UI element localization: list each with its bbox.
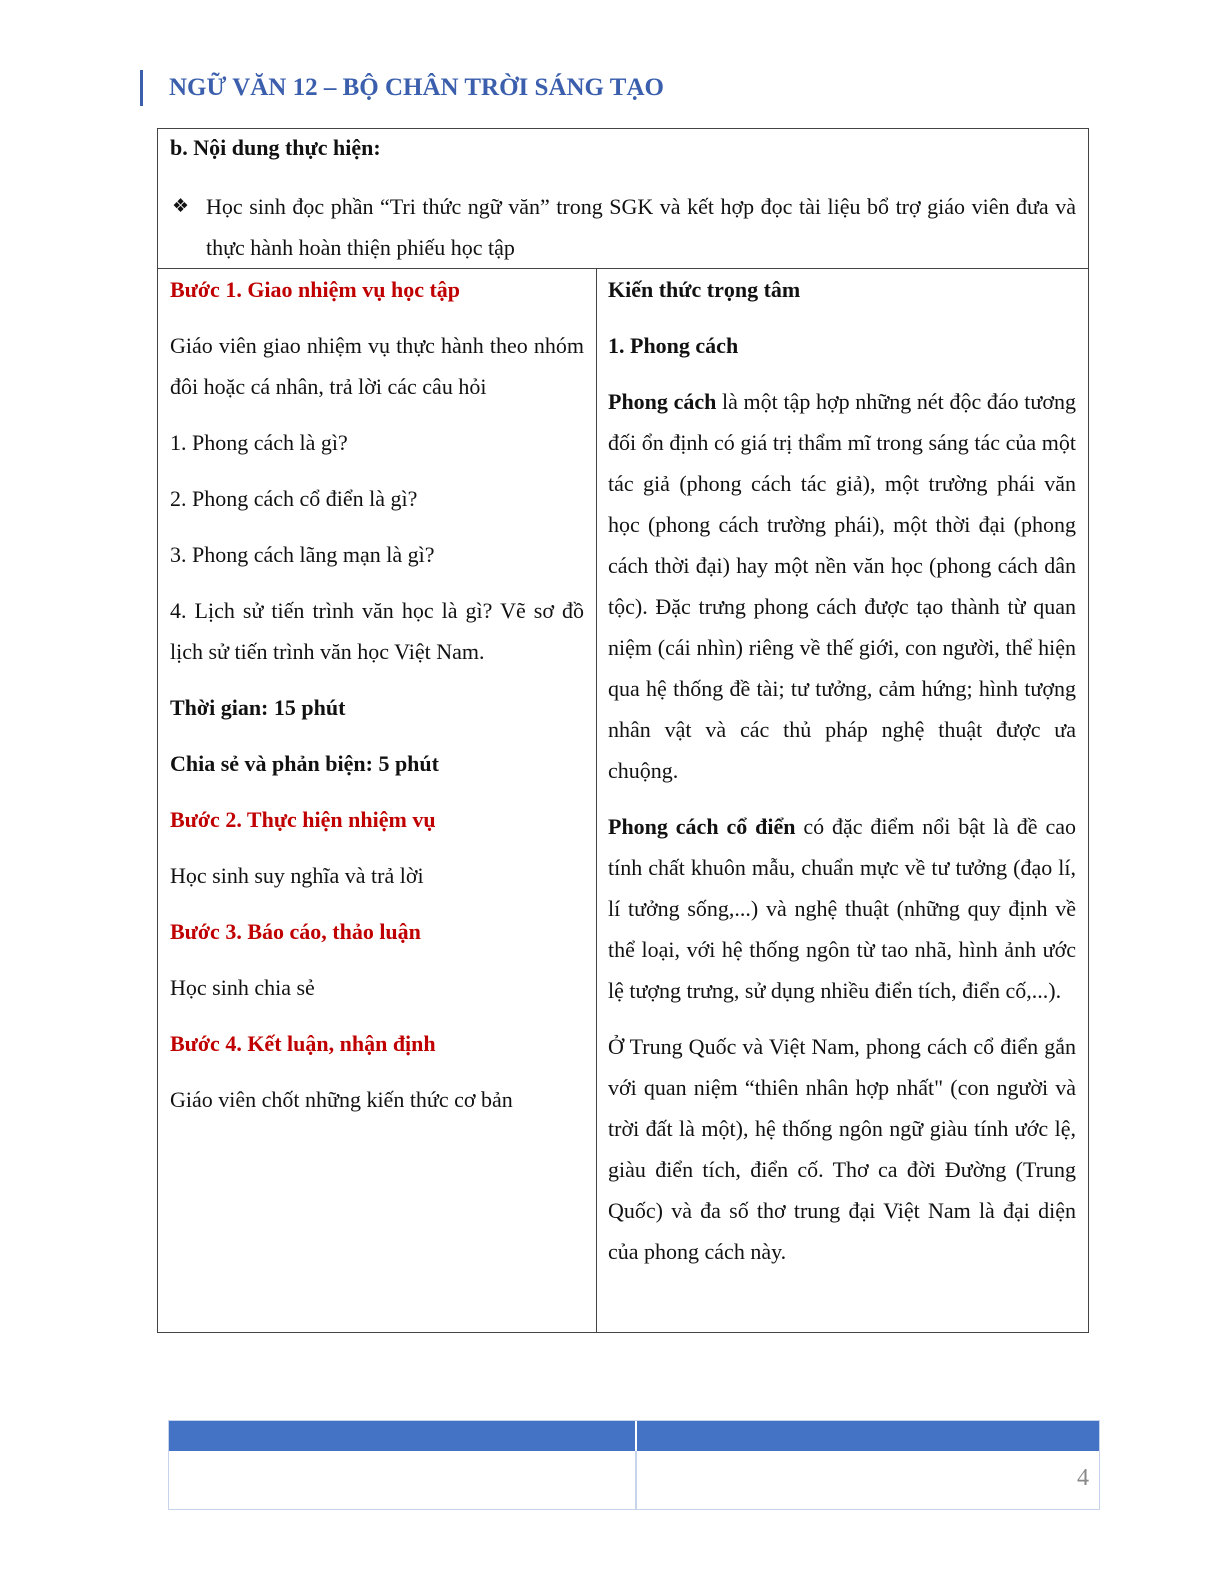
footer-table: [168, 1420, 1100, 1510]
page-number: 4: [1077, 1465, 1089, 1491]
paragraph-classical-text: có đặc điểm nổi bật là đề cao tính chất khuôn mẫu, chuẩn mực về tư tưởng (đạo lí, lí tưởng sống,...) và nghệ thuật (những quy định về thể loại, với hệ thống ngôn từ tao nhã, hình ảnh ước lệ tượng trưng, sử dụng nhiều điển tích, điển cố,...).: [608, 814, 1076, 1003]
activities-column: [158, 269, 597, 1332]
term-phong-cach-co-dien: Phong cách cổ điển: [608, 814, 796, 839]
time-allotted: Thời gian: 15 phút: [170, 695, 346, 720]
step4-text: Giáo viên chốt những kiến thức cơ bản: [170, 1087, 513, 1112]
question-2: 2. Phong cách cổ điển là gì?: [170, 486, 418, 511]
intro-bullet-text: Học sinh đọc phần “Tri thức ngữ văn” trong SGK và kết hợp đọc tài liệu bổ trợ giáo viên đưa và thực hành hoàn thiện phiếu học tập: [206, 194, 1076, 260]
footer-divider-top: [635, 1421, 637, 1451]
paragraph-china-vietnam: Ở Trung Quốc và Việt Nam, phong cách cổ điển gắn với quan niệm “thiên nhân hợp nhất" (con người và trời đất là một), hệ thống ngôn ngữ giàu tính ước lệ, giàu điển tích, điển cố. Thơ ca đời Đường (Trung Quốc) và đa số thơ trung đại Việt Nam là đại diện của phong cách này.: [608, 1034, 1076, 1264]
step4-title: Bước 4. Kết luận, nhận định: [170, 1031, 436, 1056]
step1-title: Bước 1. Giao nhiệm vụ học tập: [170, 277, 461, 302]
question-1: 1. Phong cách là gì?: [170, 430, 348, 455]
question-3: 3. Phong cách lãng mạn là gì?: [170, 542, 435, 567]
step2-text: Học sinh suy nghĩa và trả lời: [170, 863, 424, 888]
step3-text: Học sinh chia sẻ: [170, 975, 315, 1000]
document-header: [140, 70, 664, 106]
intro-heading: b. Nội dung thực hiện:: [170, 135, 381, 160]
step3-title: Bước 3. Báo cáo, thảo luận: [170, 919, 421, 944]
lesson-table: [157, 128, 1089, 1333]
question-4: 4. Lịch sử tiến trình văn học là gì? Vẽ sơ đồ lịch sử tiến trình văn học Việt Nam.: [170, 598, 584, 664]
intro-row: [158, 129, 1088, 269]
step1-text: Giáo viên giao nhiệm vụ thực hành theo nhóm đôi hoặc cá nhân, trả lời các câu hỏi: [170, 333, 584, 399]
paragraph-style-text: là một tập hợp những nét độc đáo tương đối ổn định có giá trị thẩm mĩ trong sáng tác của một tác giả (phong cách tác giả), một trường phái văn học (phong cách trường phái), một thời đại (phong cách thời đại) hay một nền văn học (phong cách dân tộc). Đặc trưng phong cách được tạo thành từ quan niệm (cái nhìn) riêng về thế giới, con người, thể hiện qua hệ thống đề tài; tư tưởng, cảm hứng; hình tượng nhân vật và các thủ pháp nghệ thuật được ưa chuộng.: [608, 389, 1076, 783]
paragraph-classical: [608, 806, 1076, 1011]
knowledge-column: [597, 269, 1088, 1332]
step2-title: Bước 2. Thực hiện nhiệm vụ: [170, 807, 436, 832]
section-1-title: 1. Phong cách: [608, 333, 739, 358]
footer-bar: [169, 1421, 1099, 1451]
header-title: NGỮ VĂN 12 – BỘ CHÂN TRỜI SÁNG TẠO: [169, 74, 664, 101]
share-time: Chia sẻ và phản biện: 5 phút: [170, 751, 439, 776]
paragraph-style: [608, 381, 1076, 791]
diamond-bullet-icon: ❖: [172, 195, 190, 217]
knowledge-heading: Kiến thức trọng tâm: [608, 277, 801, 302]
term-phong-cach: Phong cách: [608, 389, 717, 414]
intro-bullet: [170, 186, 1076, 268]
